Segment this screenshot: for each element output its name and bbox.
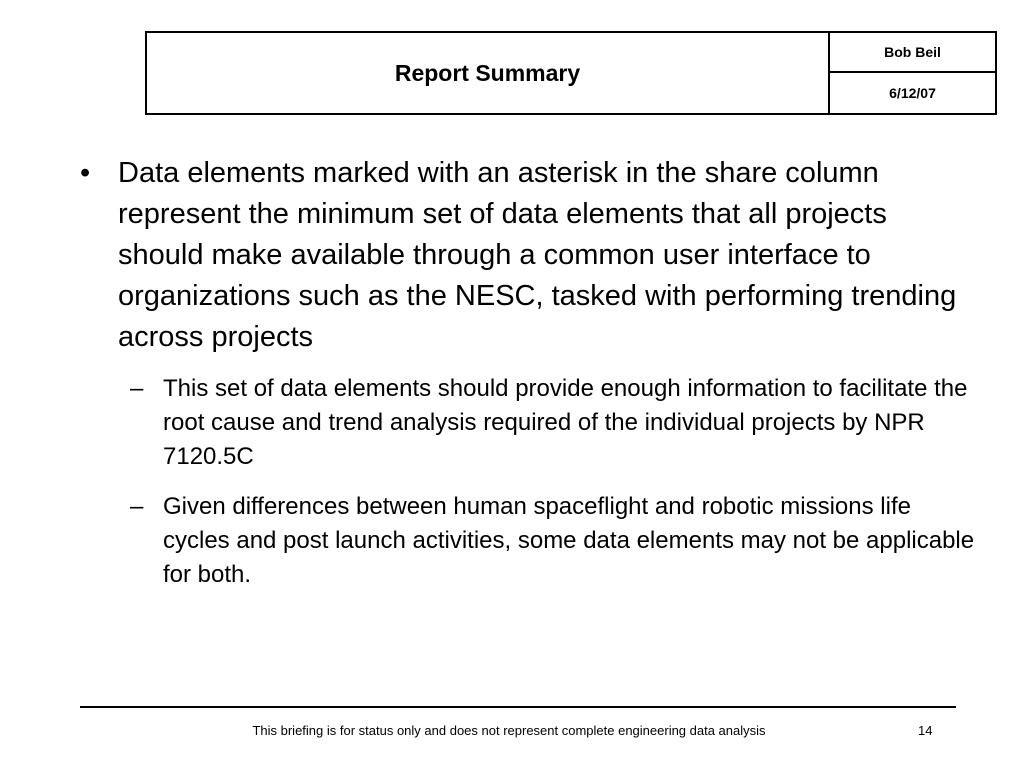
sub-bullet-text: This set of data elements should provide enough information to facilitate the root cause and trend analysis required of the individual projects by NPR 7120.5C <box>163 375 968 470</box>
slide-header <box>145 31 997 115</box>
sub-bullet-item <box>80 372 980 474</box>
page-number: 14 <box>918 723 933 738</box>
sub-bullet-marker: – <box>130 493 144 520</box>
page-title: Report Summary <box>394 59 581 86</box>
header-meta <box>830 33 995 113</box>
sub-bullet-item <box>80 490 980 592</box>
bullet-marker: • <box>80 157 91 189</box>
sub-bullet-marker: – <box>130 375 144 402</box>
footer-divider <box>80 706 956 708</box>
header-title-cell <box>147 33 830 113</box>
bullet-item <box>80 153 980 358</box>
bullet-text: Data elements marked with an asterisk in the share column represent the minimum set of data elements that all projects should make available through a common user interface to organizations such as the NESC, tasked with performing trending across projects <box>118 157 957 353</box>
footer-disclaimer-row <box>0 723 1024 738</box>
bullet-list <box>80 153 980 592</box>
report-date: 6/12/07 <box>889 85 936 101</box>
sub-bullet-text: Given differences between human spaceflight and robotic missions life cycles and post launch activities, some data elements may not be applicable for both. <box>163 493 975 588</box>
footer-disclaimer: This briefing is for status only and does not represent complete engineering data analysis <box>252 723 766 738</box>
author-name: Bob Beil <box>830 33 995 73</box>
